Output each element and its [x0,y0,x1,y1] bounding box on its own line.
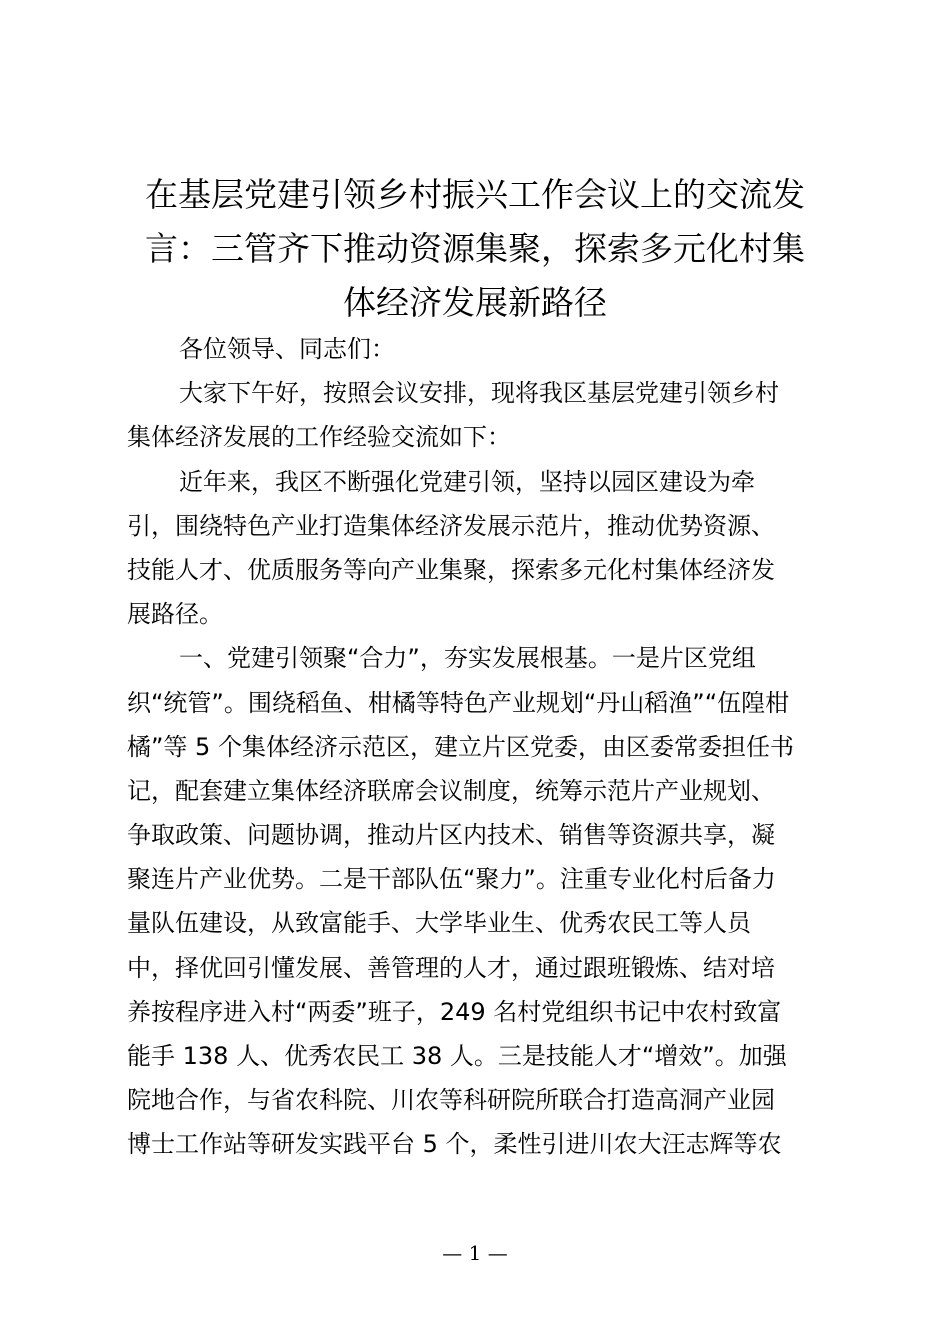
body-line: 能手 138 人、优秀农民工 38 人。三是技能人才“增效”。加强 [127,1042,787,1070]
body-line: 展路径。 [127,600,223,629]
title-line: 言：三管齐下推动资源集聚，探索多元化村集 [145,229,805,268]
body-line: 引，围绕特色产业打造集体经济发展示范片，推动优势资源、 [127,511,775,540]
title-line: 在基层党建引领乡村振兴工作会议上的交流发 [145,175,805,214]
page-number: — 1 — [442,1241,508,1265]
body-line: 大家下午好，按照会议安排，现将我区基层党建引领乡村 [179,379,779,408]
body-line: 院地合作，与省农科院、川农等科研院所联合打造高洞产业园 [127,1086,775,1115]
body-line: 中，择优回引懂发展、善管理的人才，通过跟班锻炼、结对培 [127,953,775,982]
body-line: 一、党建引领聚“合力”，夯实发展根基。一是片区党组 [179,644,756,673]
body-line: 聚连片产业优势。二是干部队伍“聚力”。注重专业化村后备力 [127,865,776,894]
document-title [110,168,840,330]
body-line: 集体经济发展的工作经验交流如下： [127,423,511,452]
body-line: 织“统管”。围绕稻鱼、柑橘等特色产业规划“丹山稻渔”“伍隍柑 [127,688,790,717]
body-line: 橘”等 5 个集体经济示范区，建立片区党委，由区委常委担任书 [127,732,794,761]
body-line: 近年来，我区不断强化党建引领，坚持以园区建设为牵 [179,467,755,496]
body-line: 争取政策、问题协调，推动片区内技术、销售等资源共享，凝 [127,821,775,850]
body-line: 养按程序进入村“两委”班子，249 名村党组织书记中农村致富 [127,997,782,1026]
title-line: 体经济发展新路径 [343,283,607,322]
document-body [127,327,827,1167]
salutation: 各位领导、同志们： [179,335,395,363]
body-line: 技能人才、优质服务等向产业集聚，探索多元化村集体经济发 [127,555,775,584]
body-line: 博士工作站等研发实践平台 5 个，柔性引进川农大汪志辉等农 [127,1130,782,1159]
body-line: 量队伍建设，从致富能手、大学毕业生、优秀农民工等人员 [127,909,751,938]
body-line: 记，配套建立集体经济联席会议制度，统筹示范片产业规划、 [127,776,775,805]
